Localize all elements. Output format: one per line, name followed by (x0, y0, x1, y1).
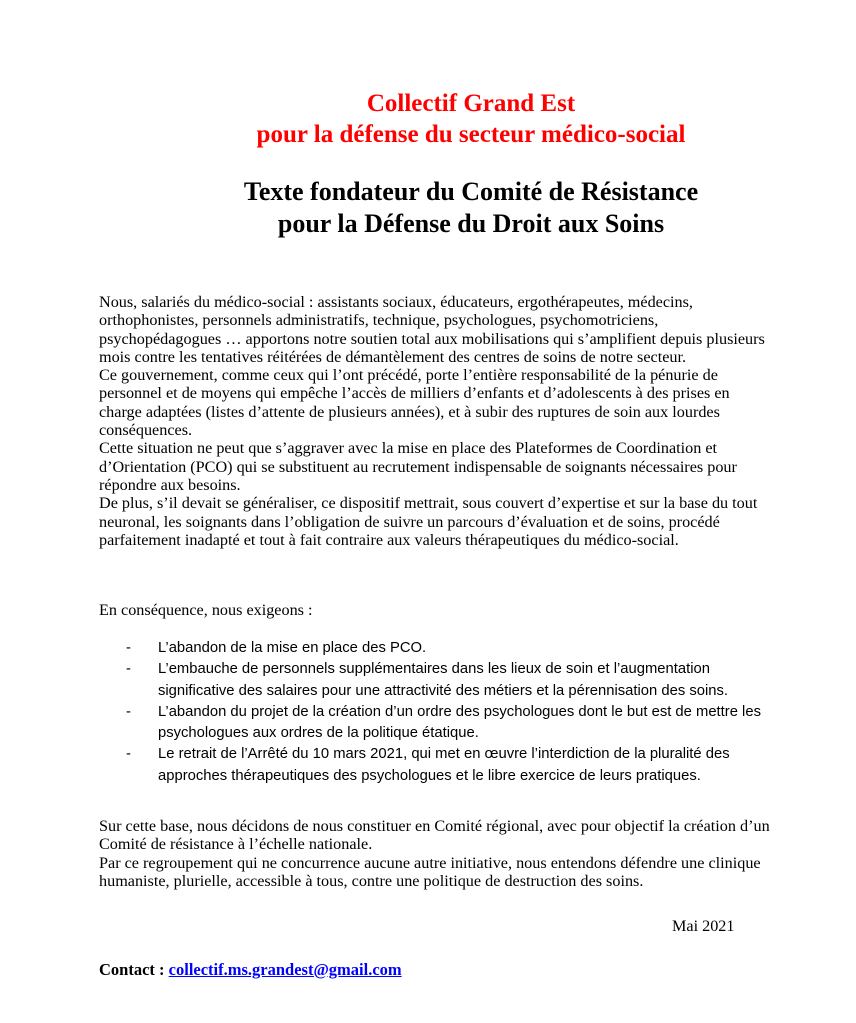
intro-line: parfaitement inadapté et tout à fait contraire aux valeurs thérapeutiques du médico-social. (99, 530, 679, 549)
demand-line: psychologues aux ordres de la politique étatique. (158, 725, 479, 742)
demand-line: L’abandon du projet de la création d’un ordre des psychologues dont le but est de mettre les (158, 703, 761, 720)
document-title (0, 176, 856, 240)
intro-line: répondre aux besoins. (99, 475, 241, 494)
intro-line: neuronal, les soignants dans l’obligation de suivre un parcours d’évaluation et de soins, procédé (99, 512, 720, 531)
demand-line: L’embauche de personnels supplémentaires dans les lieux de soin et l’augmentation (158, 661, 710, 678)
dash-bullet: - (126, 746, 131, 763)
collective-name: Collectif Grand Est (366, 90, 576, 117)
closing-line: Comité de résistance à l’échelle nationale. (99, 835, 373, 854)
list-item (100, 659, 820, 702)
intro-line: De plus, s’il devait se généraliser, ce dispositif mettrait, sous couvert d’expertise et sur la base du tout (99, 494, 758, 513)
intro-line: Cette situation ne peut que s’aggraver avec la mise en place des Plateformes de Coordination et (99, 439, 718, 458)
demands-list (100, 638, 820, 787)
intro-paragraph (99, 293, 839, 549)
intro-line: mois contre les tentatives réitérées de démantèlement des centres de soins de notre secteur. (99, 347, 687, 366)
contact-label: Contact : (99, 960, 165, 979)
contact-email-link[interactable]: collectif.ms.grandest@gmail.com (168, 960, 402, 979)
closing-line: Par ce regroupement qui ne concurrence aucune autre initiative, nous entendons défendre une clinique (99, 853, 761, 872)
intro-line: charge adaptées (listes d’attente de plusieurs années), et à subir des ruptures de soin aux lourdes (99, 402, 720, 421)
intro-line: conséquences. (99, 421, 193, 440)
demand-line: Le retrait de l’Arrêté du 10 mars 2021, qui met en œuvre l’interdiction de la pluralité des (158, 746, 730, 763)
closing-line: humaniste, plurielle, accessible à tous, contre une politique de destruction des soins. (99, 871, 644, 890)
demand-line: significative des salaires pour une attractivité des métiers et la pérennisation des soins. (158, 682, 728, 699)
collective-subtitle: pour la défense du secteur médico-social (256, 121, 686, 148)
intro-line: orthophonistes, personnels administratifs, technique, psychologues, psychomotriciens, (99, 311, 659, 330)
list-item (100, 744, 820, 787)
intro-line: Ce gouvernement, comme ceux qui l’ont précédé, porte l’entière responsabilité de la pénurie de (99, 366, 718, 385)
list-item (100, 638, 820, 659)
intro-line: d’Orientation (PCO) qui se substituent au recrutement indispensable de soignants nécessaires pour (99, 457, 737, 476)
intro-line: psychopédagogues … apportons notre soutien total aux mobilisations qui s’amplifient depuis plusieurs (99, 329, 765, 348)
collective-header (0, 88, 856, 150)
consequence-text: En conséquence, nous exigeons : (99, 601, 313, 619)
title-line-2: pour la Défense du Droit aux Soins (277, 209, 665, 238)
list-item (100, 702, 820, 745)
intro-line: personnel et de moyens qui empêche l’accès de milliers d’enfants et d’adolescents à des prises en (99, 384, 730, 403)
closing-paragraph (99, 817, 839, 890)
dash-bullet: - (126, 661, 131, 678)
closing-line: Sur cette base, nous décidons de nous constituer en Comité régional, avec pour objectif la création d’un (99, 817, 770, 835)
dash-bullet: - (126, 703, 131, 720)
demand-line: approches thérapeutiques des psychologues et le libre exercice de leurs pratiques. (158, 767, 701, 784)
intro-line: Nous, salariés du médico-social : assistants sociaux, éducateurs, ergothérapeutes, médecins, (99, 293, 693, 311)
demand-line: L’abandon de la mise en place des PCO. (158, 640, 427, 656)
contact-line (99, 960, 402, 980)
title-line-1: Texte fondateur du Comité de Résistance (243, 177, 699, 206)
dash-bullet: - (126, 640, 131, 656)
consequence-paragraph (99, 601, 839, 619)
document-date: Mai 2021 (672, 917, 735, 935)
